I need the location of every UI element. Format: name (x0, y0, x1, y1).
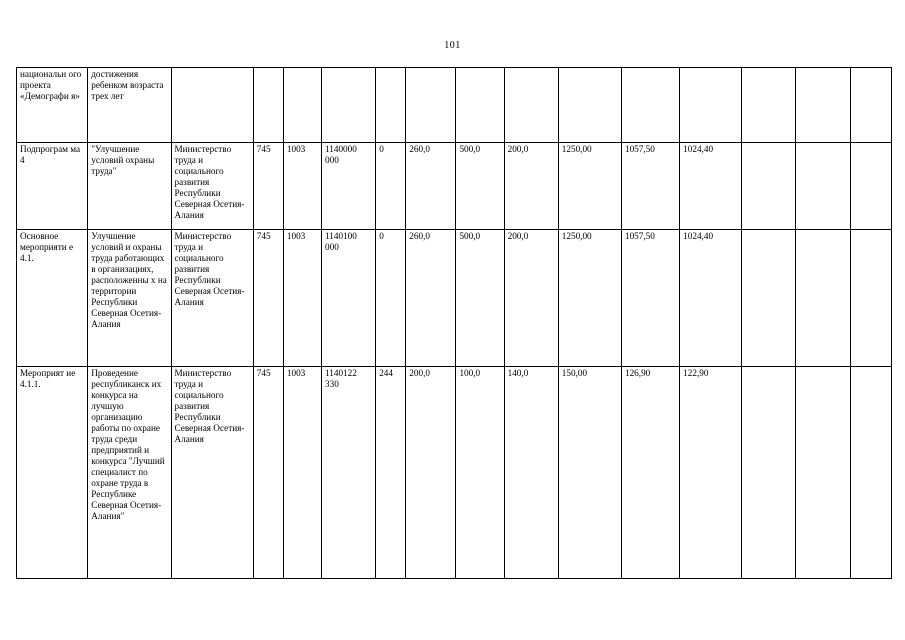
table-cell (621, 68, 679, 143)
table-cell: 0 (376, 230, 406, 367)
table-cell: 140,0 (504, 367, 558, 579)
table-cell: Министерство труда и социального развития Республики Северная Осетия-Алания (171, 143, 253, 230)
table-cell: 1057,50 (621, 143, 679, 230)
table-cell (322, 68, 376, 143)
table-cell: 1140122 330 (322, 367, 376, 579)
table-cell (171, 68, 253, 143)
table-cell: 244 (376, 367, 406, 579)
table-cell (504, 68, 558, 143)
table-cell (742, 68, 795, 143)
table-cell (795, 230, 850, 367)
table-cell (456, 68, 504, 143)
table-row (17, 68, 892, 143)
table-cell (742, 143, 795, 230)
table-cell: 1024,40 (680, 230, 742, 367)
table-cell: 500,0 (456, 230, 504, 367)
table-cell: 1250,00 (558, 230, 621, 367)
table-cell: 1057,50 (621, 230, 679, 367)
table-cell (406, 68, 456, 143)
table-cell: 150,00 (558, 367, 621, 579)
table-cell: 1003 (283, 367, 321, 579)
table-cell (558, 68, 621, 143)
table-cell: "Улучшение условий охраны труда" (88, 143, 171, 230)
table-cell: 122,90 (680, 367, 742, 579)
table-cell: Подпрограм ма 4 (17, 143, 88, 230)
table-cell: 100,0 (456, 367, 504, 579)
table-cell: 1003 (283, 230, 321, 367)
table-cell: 0 (376, 143, 406, 230)
table-cell: 200,0 (406, 367, 456, 579)
table-cell: 745 (253, 143, 283, 230)
table-cell (742, 230, 795, 367)
budget-table (16, 67, 892, 579)
table-cell: 200,0 (504, 143, 558, 230)
table-cell (795, 367, 850, 579)
table-cell: 745 (253, 230, 283, 367)
table-cell: 260,0 (406, 143, 456, 230)
table-cell: 745 (253, 367, 283, 579)
table-cell: 500,0 (456, 143, 504, 230)
table-cell: Улучшение условий и охраны труда работающих в организациях, расположенны х на территории Республики Северная Осетия-Алания (88, 230, 171, 367)
page-number: 101 (444, 40, 461, 51)
table-row (17, 367, 892, 579)
table-row (17, 230, 892, 367)
table-cell (850, 143, 891, 230)
table-cell: Министерство труда и социального развития Республики Северная Осетия-Алания (171, 367, 253, 579)
table-cell: национальн ого проекта «Демографи я» (17, 68, 88, 143)
table-cell: 1250,00 (558, 143, 621, 230)
table-cell: 1003 (283, 143, 321, 230)
table-cell (850, 68, 891, 143)
table-cell: 126,90 (621, 367, 679, 579)
table-cell: 1024,40 (680, 143, 742, 230)
table-cell (850, 367, 891, 579)
table-cell: Министерство труда и социального развития Республики Северная Осетия-Алания (171, 230, 253, 367)
table-cell: достижения ребенком возраста трех лет (88, 68, 171, 143)
table-cell: Мероприят ие 4.1.1. (17, 367, 88, 579)
table-cell: Проведение республиканск их конкурса на лучшую организацию работы по охране труда среди предприятий и конкурса "Лучший специалист по охране труда в Республике Северная Осетия-Алания" (88, 367, 171, 579)
table-cell (253, 68, 283, 143)
table-cell: 260,0 (406, 230, 456, 367)
table-cell: Основное мероприяти е 4.1. (17, 230, 88, 367)
table-cell (850, 230, 891, 367)
table-cell (283, 68, 321, 143)
table-cell (742, 367, 795, 579)
table-cell: 1140000 000 (322, 143, 376, 230)
table-cell (795, 143, 850, 230)
table-cell (376, 68, 406, 143)
table-cell (795, 68, 850, 143)
table-cell: 200,0 (504, 230, 558, 367)
table-cell: 1140100 000 (322, 230, 376, 367)
table-row (17, 143, 892, 230)
table-cell (680, 68, 742, 143)
